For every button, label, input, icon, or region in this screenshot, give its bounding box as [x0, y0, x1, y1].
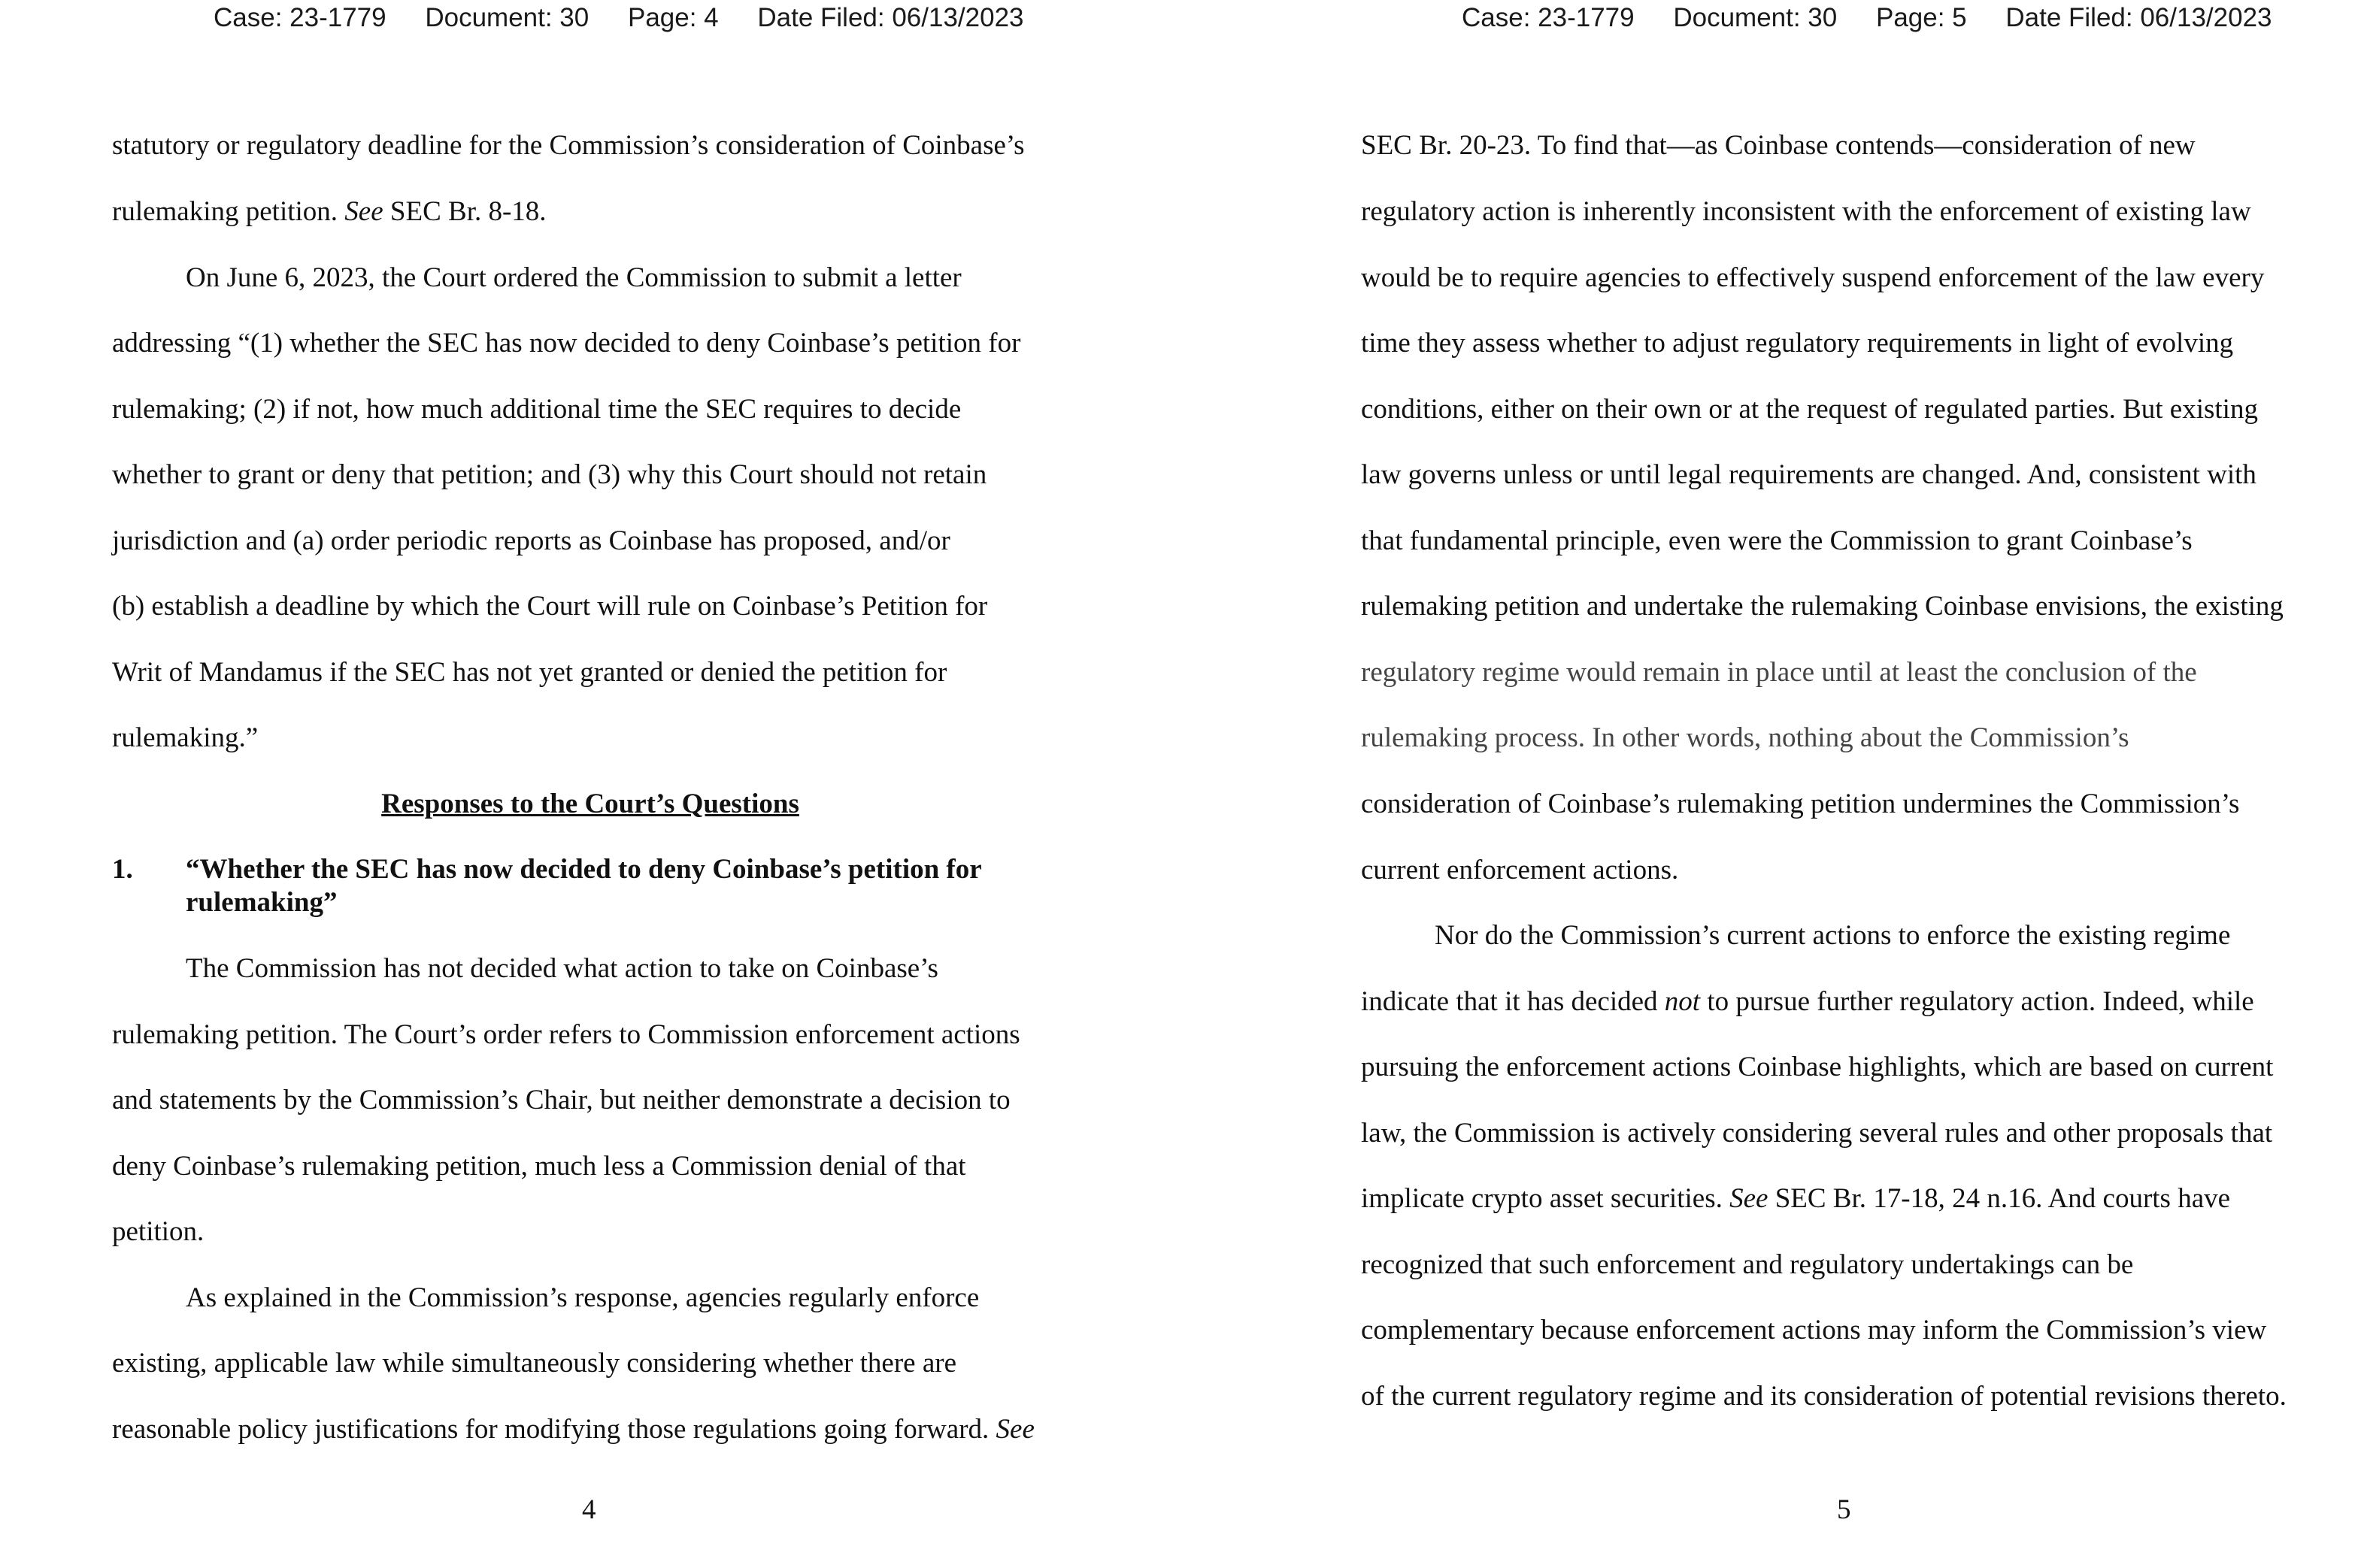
- text-line: statutory or regulatory deadline for the Commission’s consideration of Coinbase’s: [112, 130, 1025, 161]
- paragraph-first-line: On June 6, 2023, the Court ordered the Commission to submit a letter: [186, 262, 962, 293]
- text-line: that fundamental principle, even were the Commission to grant Coinbase’s: [1361, 525, 2193, 556]
- text-line: existing, applicable law while simultaneously considering whether there are: [112, 1348, 957, 1379]
- paragraph-first-line: As explained in the Commission’s response, agencies regularly enforce: [186, 1282, 980, 1313]
- case-header: [1462, 2, 2272, 35]
- page-number: 4: [582, 1494, 596, 1525]
- page-label: Page: 5: [1875, 3, 1967, 32]
- text-line: of the current regulatory regime and its consideration of potential revisions thereto.: [1361, 1381, 2287, 1412]
- text-line: regulatory action is inherently inconsistent with the enforcement of existing law: [1361, 196, 2251, 227]
- text-line: (b) establish a deadline by which the Court will rule on Coinbase’s Petition for: [112, 591, 988, 622]
- text-line: current enforcement actions.: [1361, 855, 1679, 885]
- text-line: rulemaking petition. The Court’s order refers to Commission enforcement actions: [112, 1019, 1020, 1050]
- document-number: Document: 30: [425, 3, 589, 32]
- case-header: [214, 2, 1024, 35]
- text-line: indicate that it has decided not to pursue further regulatory action. Indeed, while: [1361, 986, 2254, 1017]
- text-line: would be to require agencies to effectively suspend enforcement of the law every: [1361, 262, 2265, 293]
- text-line: pursuing the enforcement actions Coinbase highlights, which are based on current: [1361, 1052, 2274, 1082]
- text-line: implicate crypto asset securities. See SEC Br. 17-18, 24 n.16. And courts have: [1361, 1183, 2231, 1214]
- text-line: conditions, either on their own or at the request of regulated parties. But existing: [1361, 394, 2258, 425]
- question-heading-line: rulemaking”: [186, 887, 338, 918]
- text-line: petition.: [112, 1216, 205, 1247]
- document-number: Document: 30: [1673, 3, 1838, 32]
- text-line: rulemaking process. In other words, nothing about the Commission’s: [1361, 722, 2129, 753]
- text-line: complementary because enforcement actions may inform the Commission’s view: [1361, 1315, 2267, 1346]
- text-line: regulatory regime would remain in place until at least the conclusion of the: [1361, 657, 2197, 688]
- question-heading: [186, 853, 1073, 919]
- date-filed: Date Filed: 06/13/2023: [757, 3, 1024, 32]
- text-line: jurisdiction and (a) order periodic reports as Coinbase has proposed, and/or: [112, 525, 950, 556]
- paragraph-first-line: Nor do the Commission’s current actions to enforce the existing regime: [1435, 920, 2231, 951]
- section-heading: Responses to the Court’s Questions: [381, 789, 799, 819]
- question-number: 1.: [112, 854, 133, 885]
- text-line: deny Coinbase’s rulemaking petition, much less a Commission denial of that: [112, 1151, 966, 1182]
- text-line: rulemaking petition and undertake the rulemaking Coinbase envisions, the existing: [1361, 591, 2284, 622]
- text-line: SEC Br. 20-23. To find that—as Coinbase contends—consideration of new: [1361, 130, 2196, 161]
- text-line: and statements by the Commission’s Chair, but neither demonstrate a decision to: [112, 1085, 1011, 1115]
- case-number: Case: 23-1779: [214, 3, 386, 32]
- text-line: Writ of Mandamus if the SEC has not yet granted or denied the petition for: [112, 657, 947, 688]
- paragraph-first-line: The Commission has not decided what action to take on Coinbase’s: [186, 953, 938, 984]
- page-label: Page: 4: [627, 3, 719, 32]
- question-heading-line: “Whether the SEC has now decided to deny Coinbase’s petition for: [186, 854, 982, 885]
- document-page-5: [1180, 0, 2361, 1568]
- page-number: 5: [1837, 1494, 1851, 1525]
- text-line: whether to grant or deny that petition; and (3) why this Court should not retain: [112, 459, 987, 490]
- text-line: reasonable policy justifications for modifying those regulations going forward. See: [112, 1414, 1035, 1445]
- text-line: addressing “(1) whether the SEC has now decided to deny Coinbase’s petition for: [112, 328, 1021, 359]
- text-line: recognized that such enforcement and regulatory undertakings can be: [1361, 1249, 2134, 1280]
- case-number: Case: 23-1779: [1462, 3, 1635, 32]
- text-line: time they assess whether to adjust regulatory requirements in light of evolving: [1361, 328, 2234, 359]
- date-filed: Date Filed: 06/13/2023: [2005, 3, 2272, 32]
- text-line: law, the Commission is actively considering several rules and other proposals that: [1361, 1118, 2273, 1149]
- document-page-4: [0, 0, 1180, 1568]
- text-line: law governs unless or until legal requirements are changed. And, consistent with: [1361, 459, 2256, 490]
- text-line: rulemaking.”: [112, 722, 259, 753]
- text-line: consideration of Coinbase’s rulemaking petition undermines the Commission’s: [1361, 789, 2240, 819]
- text-line: rulemaking; (2) if not, how much additional time the SEC requires to decide: [112, 394, 962, 425]
- text-line: rulemaking petition. See SEC Br. 8-18.: [112, 196, 547, 227]
